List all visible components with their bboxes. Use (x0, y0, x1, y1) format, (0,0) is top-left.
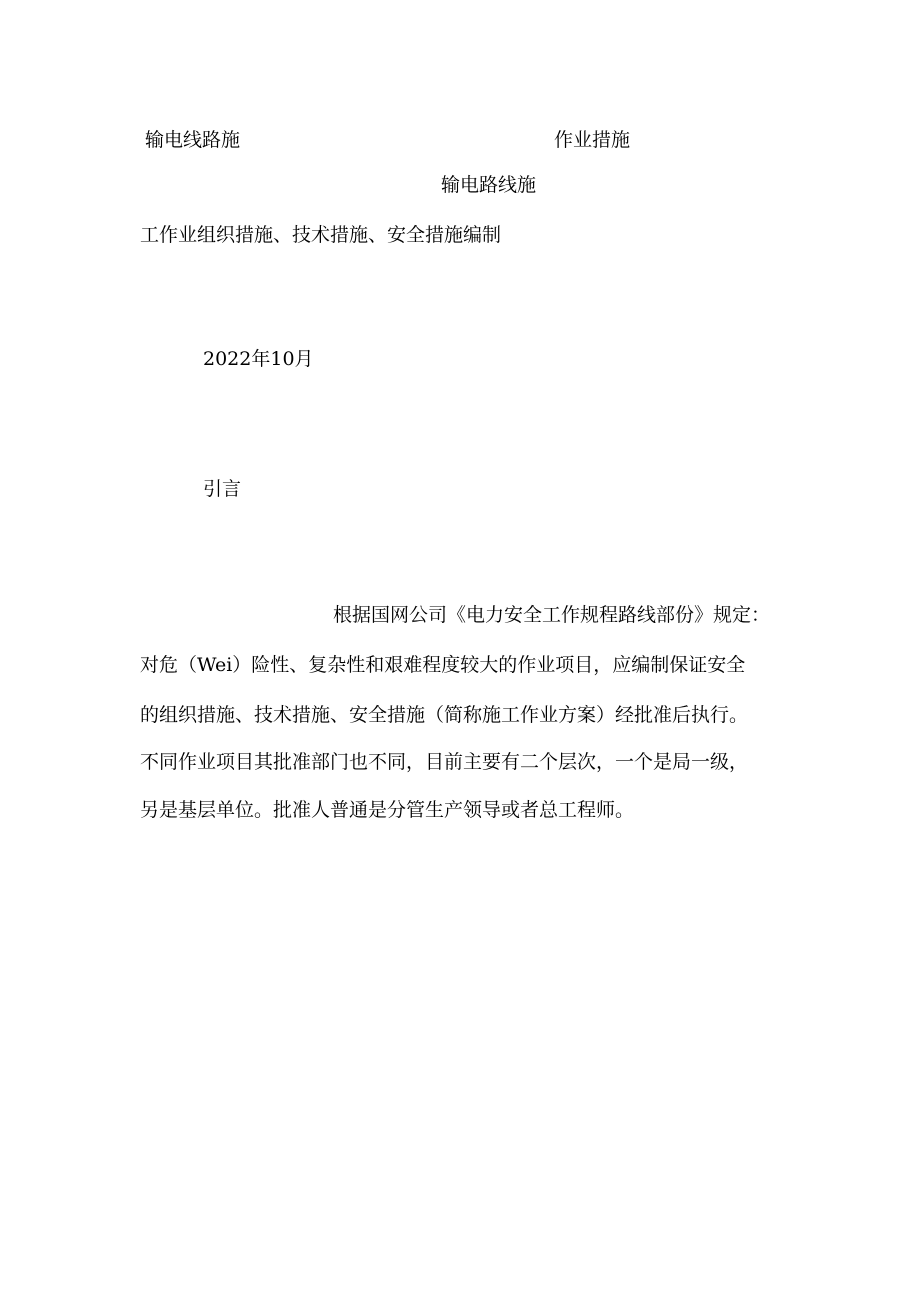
document-title: 工作业组织措施、技术措施、安全措施编制 (140, 224, 502, 246)
paragraph-line: 的组织措施、技术措施、安全措施（简称施工作业方案）经批准后执行。 (140, 704, 749, 726)
header-left-text: 输电线路施 (145, 129, 241, 151)
section-heading: 引言 (203, 478, 242, 500)
paragraph-line: 不同作业项目其批准部门也不同，目前主要有二个层次，一个是局一级， (140, 751, 749, 773)
paragraph-line: 对危（Wei）险性、复杂性和艰难程度较大的作业项目，应编制保证安全 (140, 654, 746, 676)
paragraph-line: 另是基层单位。批准人普通是分管生产领导或者总工程师。 (140, 799, 635, 821)
paragraph-line: 根据国网公司《电力安全工作规程路线部份》规定： (333, 604, 771, 626)
document-subtitle: 输电路线施 (441, 174, 537, 196)
header-right-text: 作业措施 (554, 129, 631, 151)
document-date: 2022年10月 (203, 348, 314, 370)
